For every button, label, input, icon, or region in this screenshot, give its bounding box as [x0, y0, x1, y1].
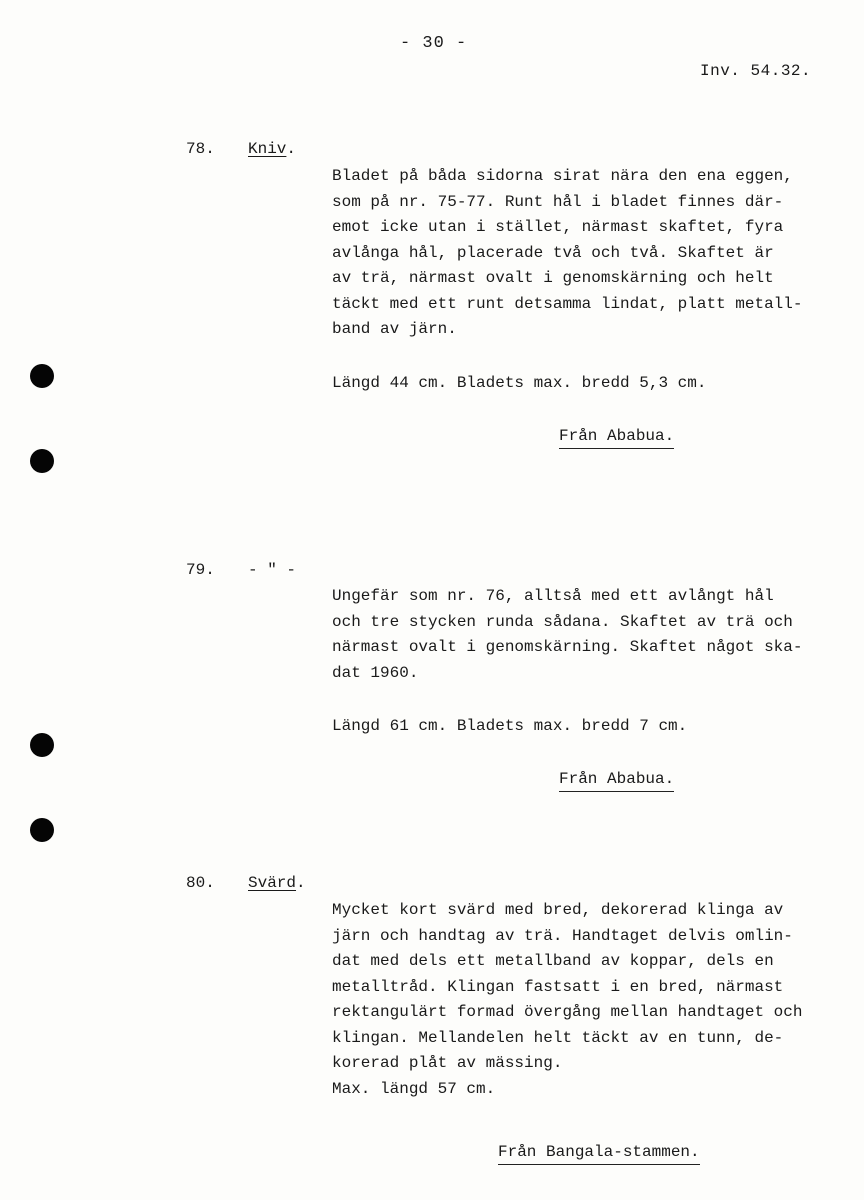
- description-line: och tre stycken runda sådana. Skaftet av trä och: [332, 612, 793, 631]
- description-line: emot icke utan i stället, närmast skaftet, fyra: [332, 218, 784, 236]
- description-line: Mycket kort svärd med bred, dekorerad klinga av: [332, 901, 784, 919]
- entry-title-suffix: .: [286, 140, 297, 158]
- binder-hole: [30, 818, 54, 842]
- description-line: korerad plåt av mässing.: [332, 1054, 563, 1072]
- description-line: av trä, närmast ovalt i genomskärning och helt: [332, 269, 774, 287]
- binder-hole: [30, 449, 54, 473]
- description-line: Ungefär som nr. 76, alltså med ett avlångt hål: [332, 587, 774, 605]
- description-line: rektangulärt formad övergång mellan handtaget och: [332, 1003, 803, 1021]
- description-line: närmast ovalt i genomskärning. Skaftet något ska-: [332, 638, 803, 656]
- entry-source: Från Bangala-stammen.: [498, 1143, 700, 1165]
- inventory-number: Inv. 54.32.: [700, 62, 812, 80]
- entry-title-text: Kniv: [248, 140, 287, 158]
- binder-hole: [30, 733, 54, 757]
- description-line: Bladet på båda sidorna sirat nära den ena eggen,: [332, 167, 793, 185]
- description-line: klingan. Mellandelen helt täckt av en tunn, de-: [332, 1028, 784, 1047]
- entry-source: Från Ababua.: [559, 427, 674, 449]
- entry-description: [332, 898, 852, 1102]
- entry-number: 78.: [186, 140, 215, 158]
- description-line: som på nr. 75-77. Runt hål i bladet finnes där-: [332, 192, 784, 211]
- entry-title: [248, 140, 296, 158]
- description-line: täckt med ett runt detsamma lindat, platt metall-: [332, 294, 803, 313]
- description-line: järn och handtag av trä. Handtaget delvis omlin-: [332, 926, 793, 945]
- description-line: avlånga hål, placerade två och två. Skaftet är: [332, 243, 774, 262]
- binder-hole: [30, 364, 54, 388]
- description-line: Max. längd 57 cm.: [332, 1079, 496, 1098]
- page-number: - 30 -: [400, 34, 468, 53]
- entry-measurements: Längd 44 cm. Bladets max. bredd 5,3 cm.: [332, 374, 707, 392]
- entry-title-text: Svärd: [248, 874, 297, 892]
- entry-number: 79.: [186, 561, 215, 579]
- entry-title-suffix: .: [296, 874, 306, 892]
- entry-source: Från Ababua.: [559, 770, 674, 792]
- entry-title-text: - " -: [248, 561, 297, 579]
- description-line: metalltråd. Klingan fastsatt i en bred, närmast: [332, 977, 784, 996]
- entry-title: [248, 874, 306, 892]
- description-line: dat med dels ett metallband av koppar, dels en: [332, 952, 774, 970]
- entry-description: [332, 164, 852, 343]
- entry-description: [332, 584, 852, 686]
- entry-measurements: Längd 61 cm. Bladets max. bredd 7 cm.: [332, 717, 688, 735]
- entry-number: 80.: [186, 874, 215, 892]
- description-line: band av järn.: [332, 320, 457, 338]
- description-line: dat 1960.: [332, 663, 419, 682]
- entry-title: [248, 561, 296, 579]
